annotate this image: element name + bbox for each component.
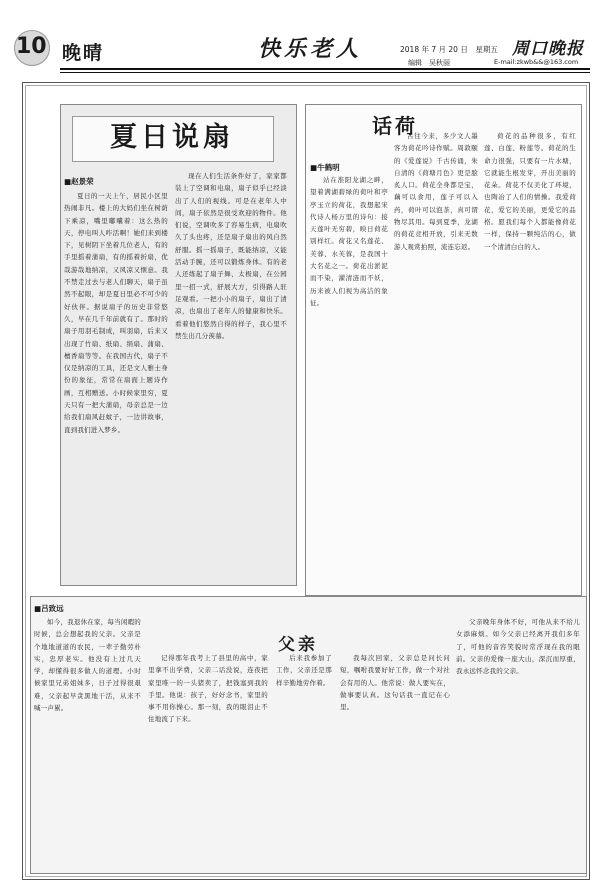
article-text-column: 父亲晚年身体不好，可他从来不给儿女添麻烦。如今父亲已经离开我们多年了，可他的音容笑貌时常浮现在我的眼前。父亲的爱像一座大山，深沉而厚重，我永远怀念我的父亲。 [456, 618, 580, 676]
article-byline: ■赵景荣 [64, 177, 94, 186]
column-title: 快乐老人 [258, 36, 363, 62]
article-text-column: 荷花的品种很多，有红莲、白莲、粉莲等。荷花的生命力很强，只要有一片水塘，它就能生根发芽，开出美丽的花朵。荷花不仅美化了环境，也陶冶了人们的情操。我爱荷花，爱它的美丽，更爱它的品格。愿我们每个人都能像荷花一样，保持一颗纯洁的心，做一个清清白白的人。 [484, 132, 576, 251]
article-title: 话荷 [372, 114, 418, 138]
page-number: 10 [16, 34, 47, 59]
article-text-column: 夏日的一天上午，居民小区里热闹非凡。楼上的大妈们坐在树荫下乘凉，嘴里嘟囔着：这么热的天，停电叫人咋活啊！她们来到楼下，见树阴下坐着几位老人，有的手里摇着蒲扇，有的摇着折扇，优哉游哉地纳凉，又风凉又惬意。我不禁走过去与老人们聊天，扇子虽然不起眼，却是夏日里必不可少的好伙伴。据说扇子的历史非常悠久，早在几千年前就有了。那时的扇子用羽毛制成，叫羽扇，后来又出现了竹扇、纸扇、绢扇、蒲扇、檀香扇等等。在我国古代，扇子不仅是纳凉的工具，还是文人雅士身份的象征，常常在扇面上题诗作画，互相赠送。小时候家里穷，夏天只有一把大蒲扇，母亲总是一边给我们扇风赶蚊子，一边讲故事，直到我们进入梦乡。 [64, 192, 168, 434]
article-text-column: 如今，我退休在家，每当闲暇的时候，总会想起我的父亲。父亲是个地地道道的农民，一辈子勤劳朴实，忠厚老实。他没有上过几天学，却懂得很多做人的道理。小时候家里兄弟姐妹多，日子过得很艰难，父亲起早贪黑地干活，从来不喊一声累。 [34, 618, 141, 713]
paper-section-name: 晚晴 [62, 42, 105, 64]
article-byline: ■吕致远 [34, 604, 64, 613]
masthead-rule-thin [60, 72, 590, 73]
article-text-column: 记得那年我考上了县里的高中，家里拿不出学费，父亲二话没说，连夜把家里唯一的一头猪卖了，把钱塞到我的手里。他说：孩子，好好念书，家里的事不用你操心。那一刻，我的眼泪止不住地流了下来。 [148, 654, 268, 724]
editor-credit: 编辑 吴秋丽 [408, 59, 450, 67]
article-text-column: 站在淮阳龙湖之畔，望着满湖碧绿的荷叶和亭亭玉立的荷花，我想起宋代诗人杨万里的诗句：接天莲叶无穷碧，映日荷花别样红。荷花又名莲花、芙蓉、水芙蓉，是我国十大名花之一。荷花出淤泥而不染，濯清涟而不妖，历来被人们视为高洁的象征。 [310, 176, 388, 307]
masthead-rule [60, 68, 590, 70]
newspaper-logo: 周口晚报 [512, 39, 584, 59]
article-byline: ■牛鹤明 [310, 163, 340, 172]
article-text-column: 现在人们生活条件好了，家家都装上了空调和电扇，扇子似乎已经淡出了人们的视线。可是在老年人中间，扇子依然是很受欢迎的物件。他们说，空调吹多了容易生病，电扇吹久了头也疼，还是扇子扇出的风自然舒服。摇一摇扇子，既能纳凉，又能活动手腕，还可以锻炼身体。有的老人还练起了扇子舞、太极扇，在公园里一招一式，舒展大方，引得路人驻足观看。一把小小的扇子，扇出了清凉，也扇出了老年人的健康和快乐。看着他们悠然自得的样子，我心里不禁生出几分羡慕。 [175, 172, 287, 340]
article-text-column: 后来我参加了工作，父亲还是那样辛勤地劳作着。 [276, 654, 332, 687]
article-text-column: 古往今来，多少文人墨客为荷花吟诗作赋。周敦颐的《爱莲说》千古传诵，朱自清的《荷塘月色》更是脍炙人口。荷花全身都是宝，藕可以食用，莲子可以入药，荷叶可以泡茶，真可谓物尽其用。每到夏季，龙湖的荷花竞相开放，引来无数游人观赏拍照，流连忘返。 [394, 132, 478, 251]
article-title: 夏日说扇 [110, 122, 234, 153]
editor-email: E-mail:zkwb&&@163.com [494, 58, 579, 66]
article-title: 父亲 [278, 635, 318, 655]
issue-date: 2018 年 7 月 20 日 星期五 [400, 45, 498, 54]
article-text-column: 我每次回家，父亲总是问长问短，嘱咐我要好好工作，做一个对社会有用的人。他常说：做人要实在，做事要认真。这句话我一直记在心里。 [340, 654, 450, 712]
